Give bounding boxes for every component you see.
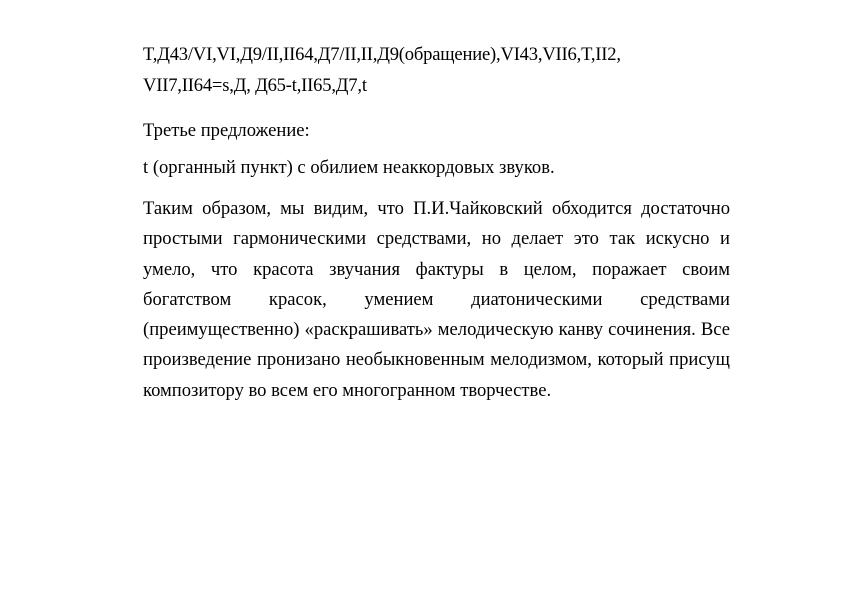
harmony-sequence bbox=[143, 39, 730, 101]
harmony-line-2: VII7,II64=s,Д, Д65-t,II65,Д7,t bbox=[143, 75, 367, 96]
third-sentence-text: t (органный пункт) с обилием неаккордовых звуков. bbox=[143, 157, 555, 178]
conclusion-paragraph: Таким образом, мы видим, что П.И.Чайковский обходится достаточно простыми гармоническими средствами, но делает это так искусно и умело, что красота звучания фактуры в целом, поражает своим богатством красок, умением диатоническими средствами (преимущественно) «раскрашивать» мелодическую канву сочинения. Все произведение пронизано необыкновенным мелодизмом, который присущ композитору во всем его многогранном творчестве. bbox=[143, 198, 730, 401]
third-sentence-heading: Третье предложение: bbox=[143, 120, 310, 141]
harmony-line-1: T,Д43/VI,VI,Д9/II,II64,Д7/II,II,Д9(обращение),VI43,VII6,T,II2, bbox=[143, 44, 621, 65]
